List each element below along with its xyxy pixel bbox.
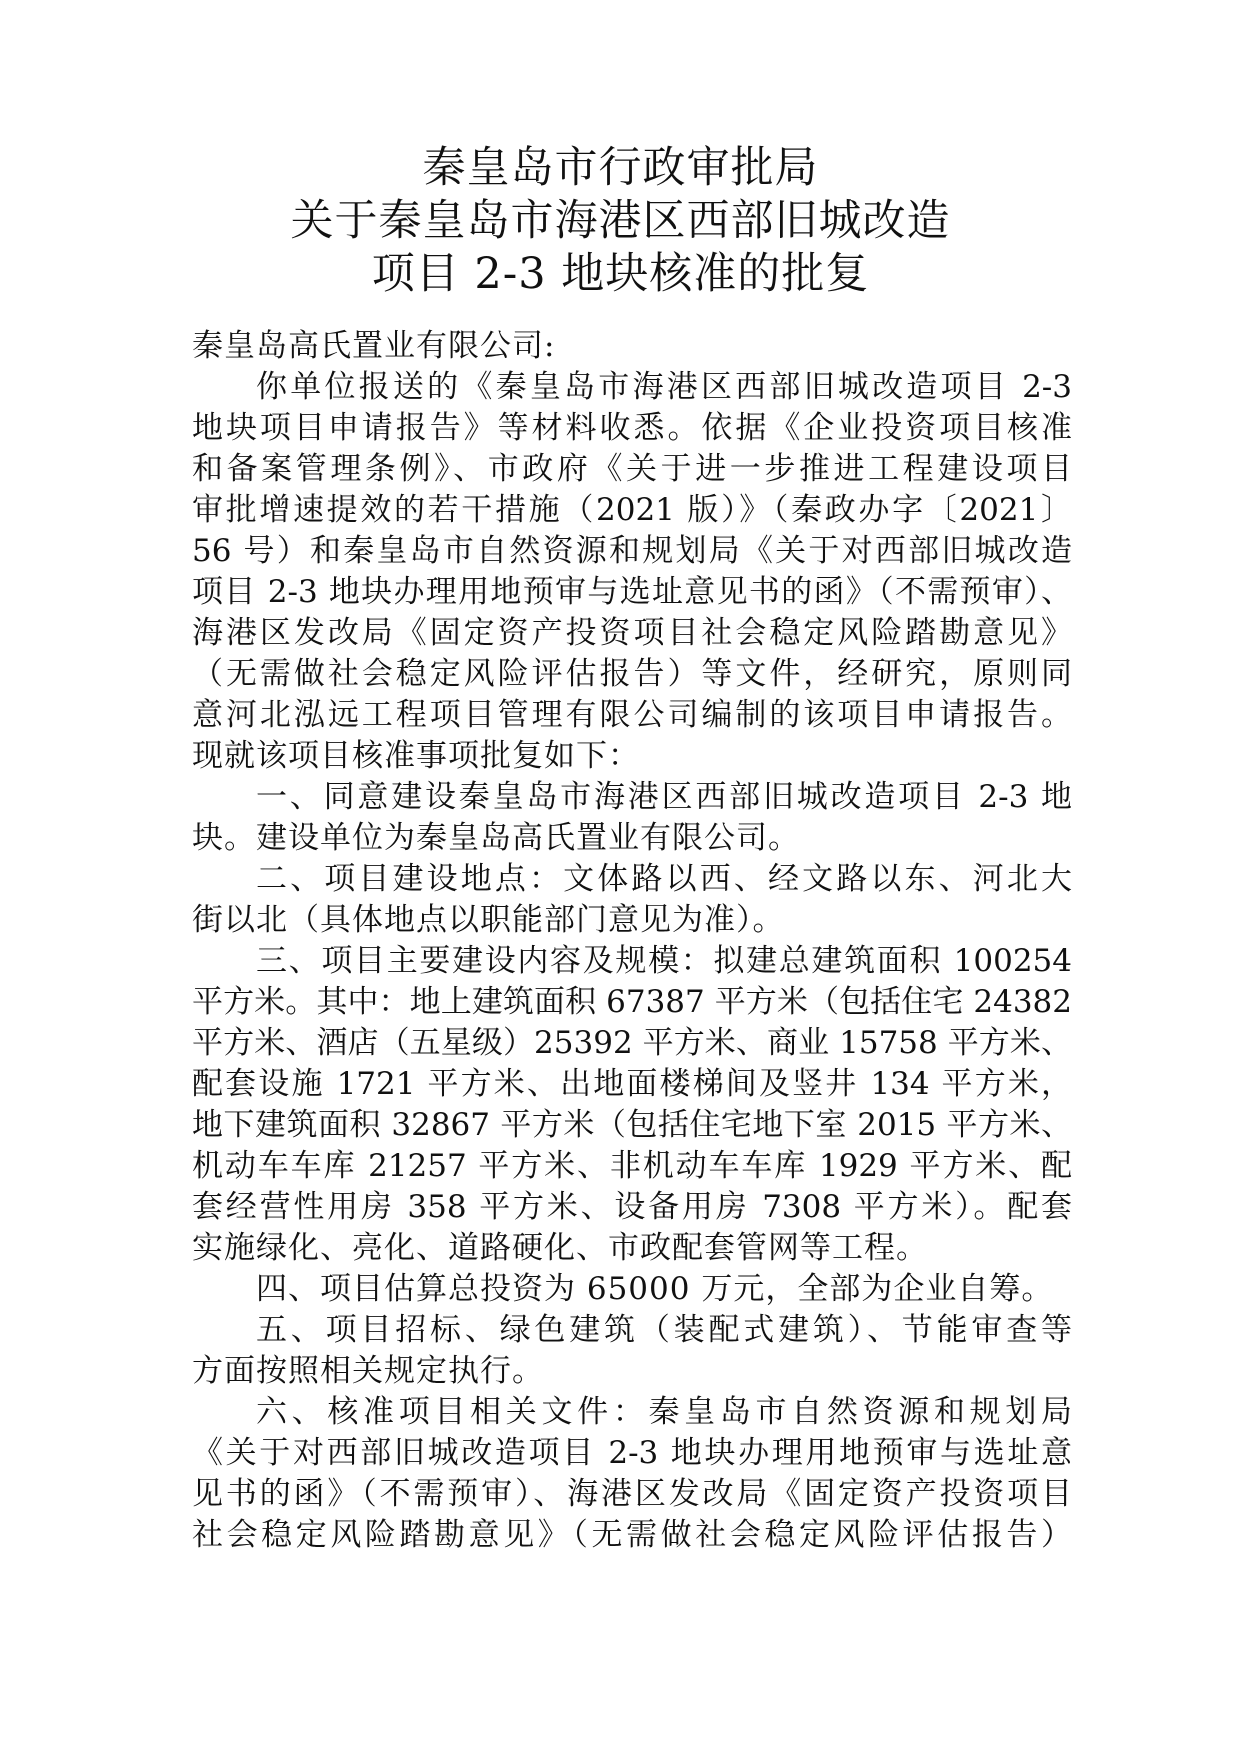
body-line: 见书的函》（不需预审）、海港区发改局《固定资产投资项目	[192, 1476, 1072, 1512]
body-line: 六、核准项目相关文件：秦皇岛市自然资源和规划局	[256, 1394, 1072, 1430]
body-line: （无需做社会稳定风险评估报告）等文件，经研究，原则同	[192, 656, 1072, 692]
body-line: 三、项目主要建设内容及规模：拟建总建筑面积 100254	[256, 943, 1072, 979]
body-line: 《关于对西部旧城改造项目 2-3 地块办理用地预审与选址意	[192, 1435, 1072, 1471]
body-line: 56 号）和秦皇岛市自然资源和规划局《关于对西部旧城改造	[192, 533, 1072, 569]
body-line: 地下建筑面积 32867 平方米（包括住宅地下室 2015 平方米、	[192, 1107, 1072, 1143]
body-line: 块。建设单位为秦皇岛高氏置业有限公司。	[192, 820, 800, 856]
body-line: 平方米、酒店（五星级）25392 平方米、商业 15758 平方米、	[192, 1025, 1072, 1061]
document-body	[192, 326, 1072, 1556]
body-line: 和备案管理条例》、市政府《关于进一步推进工程建设项目	[192, 451, 1072, 487]
body-line: 街以北（具体地点以职能部门意见为准）。	[192, 902, 785, 938]
body-line: 社会稳定风险踏勘意见》（无需做社会稳定风险评估报告）	[192, 1517, 1072, 1553]
body-line: 套经营性用房 358 平方米、设备用房 7308 平方米）。配套	[192, 1189, 1072, 1225]
document-title	[0, 142, 1241, 301]
body-line: 地块项目申请报告》等材料收悉。依据《企业投资项目核准	[192, 410, 1072, 446]
body-line: 平方米。其中：地上建筑面积 67387 平方米（包括住宅 24382	[192, 984, 1072, 1020]
title-line-3: 项目 2-3 地块核准的批复	[371, 249, 870, 299]
body-line: 四、项目估算总投资为 65000 万元，全部为企业自筹。	[256, 1271, 1054, 1307]
body-line: 二、项目建设地点：文体路以西、经文路以东、河北大	[256, 861, 1072, 897]
body-line: 现就该项目核准事项批复如下：	[192, 738, 640, 774]
body-line: 机动车车库 21257 平方米、非机动车车库 1929 平方米、配	[192, 1148, 1072, 1184]
title-line-1: 秦皇岛市行政审批局	[422, 143, 819, 193]
body-line: 一、同意建设秦皇岛市海港区西部旧城改造项目 2-3 地	[256, 779, 1072, 815]
body-line: 海港区发改局《固定资产投资项目社会稳定风险踏勘意见》	[192, 615, 1072, 651]
body-line: 实施绿化、亮化、道路硬化、市政配套管网等工程。	[192, 1230, 928, 1266]
body-line: 意河北泓远工程项目管理有限公司编制的该项目申请报告。	[192, 697, 1072, 733]
body-line: 配套设施 1721 平方米、出地面楼梯间及竖井 134 平方米，	[192, 1066, 1072, 1102]
body-line: 项目 2-3 地块办理用地预审与选址意见书的函》（不需预审）、	[192, 574, 1072, 610]
title-line-2: 关于秦皇岛市海港区西部旧城改造	[290, 196, 951, 246]
body-line: 五、项目招标、绿色建筑（装配式建筑）、节能审查等	[256, 1312, 1072, 1348]
body-line: 方面按照相关规定执行。	[192, 1353, 544, 1389]
salutation: 秦皇岛高氏置业有限公司:	[192, 328, 556, 364]
body-line: 审批增速提效的若干措施（2021 版）》（秦政办字〔2021〕	[192, 492, 1072, 528]
body-line: 你单位报送的《秦皇岛市海港区西部旧城改造项目 2-3	[256, 369, 1072, 405]
